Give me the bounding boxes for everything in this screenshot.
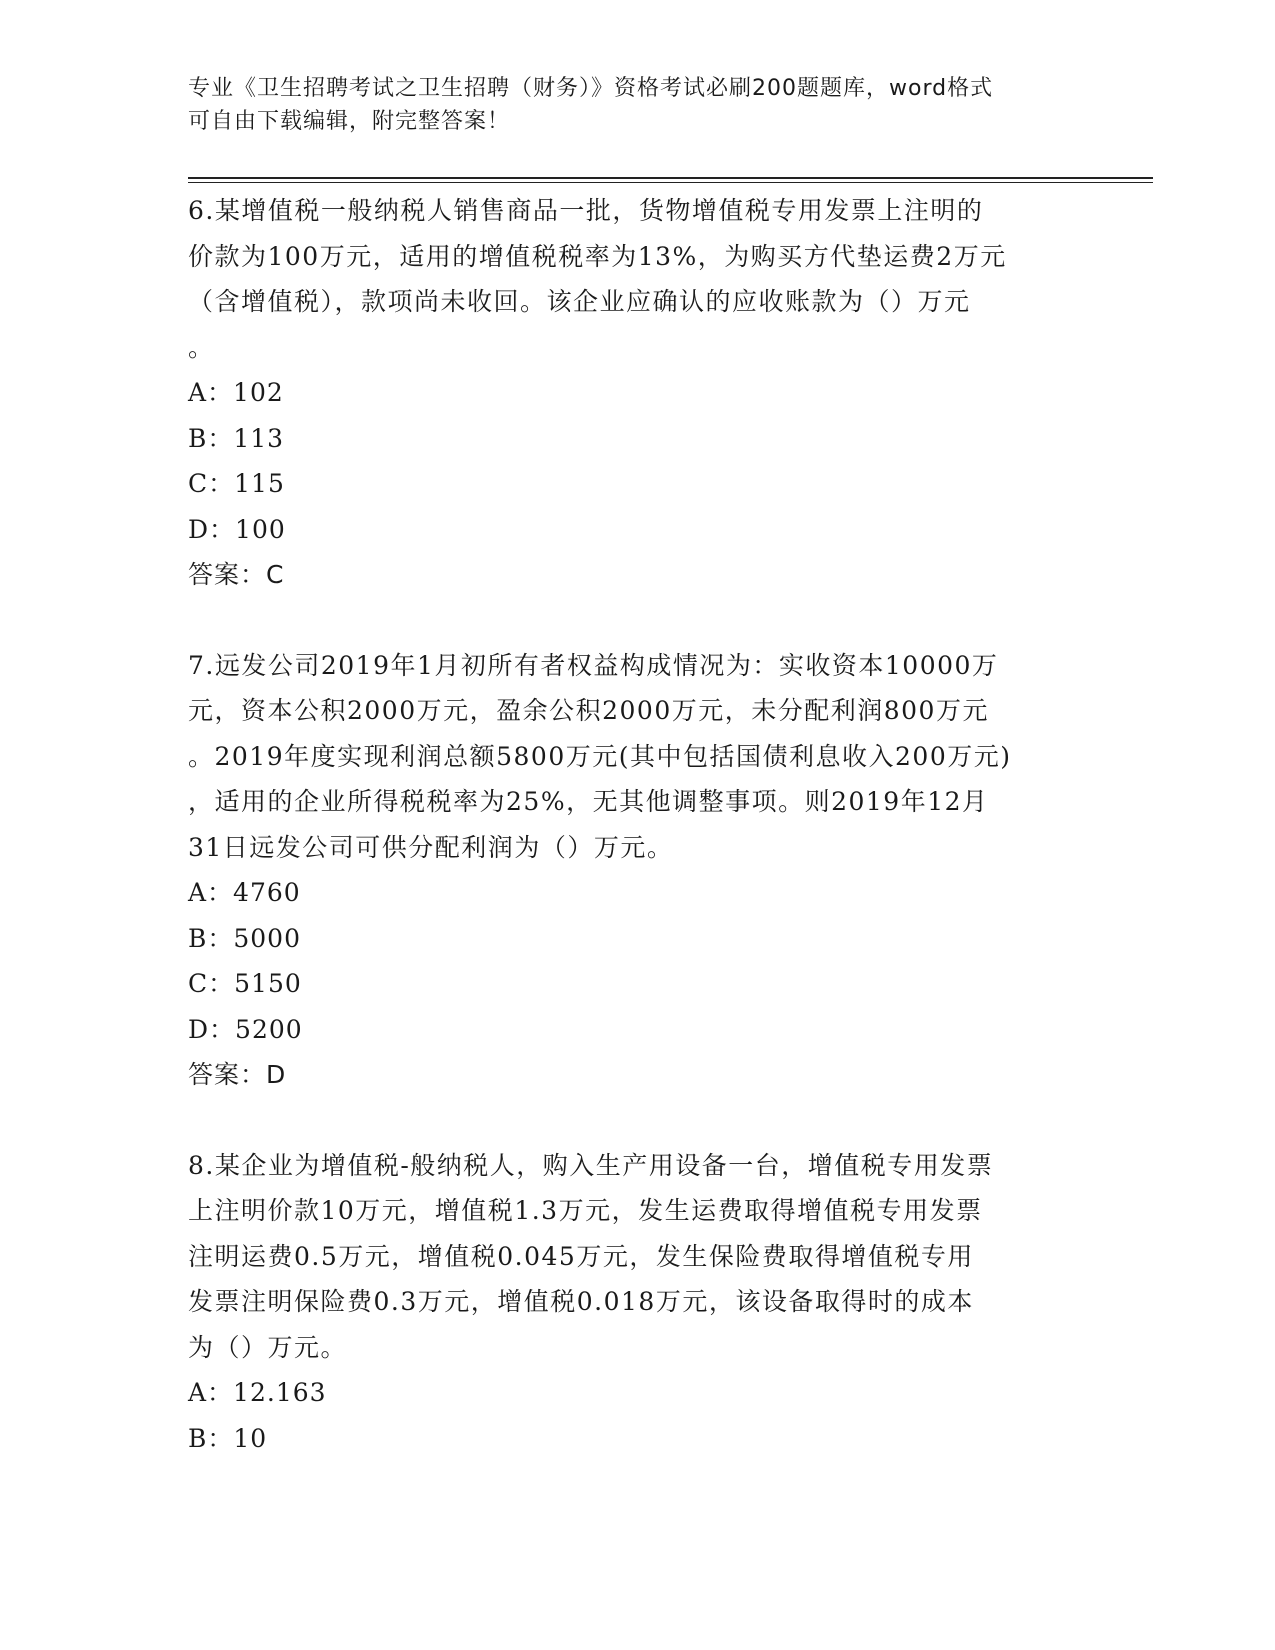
option-c: C：5150 bbox=[188, 969, 302, 998]
document-header bbox=[188, 72, 1068, 138]
question-line: ，适用的企业所得税税率为25%，无其他调整事项。则2019年12月 bbox=[188, 787, 989, 816]
question-line: 发票注明保险费0.3万元，增值税0.018万元，该设备取得时的成本 bbox=[188, 1287, 974, 1316]
option-a: A：4760 bbox=[188, 878, 301, 907]
question-line: 价款为100万元，适用的增值税税率为13%，为购买方代垫运费2万元 bbox=[188, 241, 1007, 271]
option-a: A：12.163 bbox=[188, 1378, 327, 1407]
answer-line: 答案：C bbox=[188, 560, 285, 589]
question-line: 为（）万元。 bbox=[188, 1332, 348, 1362]
option-d: D：100 bbox=[188, 514, 286, 544]
header-divider-thin bbox=[188, 182, 1153, 183]
question-line: （含增值税），款项尚未收回。该企业应确认的应收账款为（）万元 bbox=[188, 287, 971, 316]
question-line: 注明运费0.5万元，增值税0.045万元，发生保险费取得增值税专用 bbox=[188, 1241, 974, 1271]
question-line: 。2019年度实现利润总额5800万元(其中包括国债利息收入200万元) bbox=[188, 741, 1012, 771]
option-b: B：113 bbox=[188, 423, 285, 453]
question-block bbox=[188, 188, 1088, 598]
question-line: 6.某增值税一般纳税人销售商品一批，货物增值税专用发票上注明的 bbox=[188, 196, 984, 225]
header-divider-thick bbox=[188, 177, 1153, 179]
question-line: 。 bbox=[188, 332, 215, 362]
option-c: C：115 bbox=[188, 469, 285, 498]
question-line: 31日远发公司可供分配利润为（）万元。 bbox=[188, 832, 674, 862]
header-line-1: 专业《卫生招聘考试之卫生招聘（财务）》资格考试必刷200题题库，word格式 bbox=[188, 76, 994, 101]
header-line-2: 可自由下载编辑，附完整答案！ bbox=[188, 109, 511, 134]
question-block bbox=[188, 643, 1088, 1098]
question-line: 8.某企业为增值税-般纳税人，购入生产用设备一台，增值税专用发票 bbox=[188, 1150, 994, 1180]
option-d: D：5200 bbox=[188, 1014, 303, 1044]
question-line: 元，资本公积2000万元，盈余公积2000万元，未分配利润800万元 bbox=[188, 696, 989, 725]
option-a: A：102 bbox=[188, 378, 284, 407]
option-b: B：5000 bbox=[188, 923, 301, 953]
option-b: B：10 bbox=[188, 1423, 268, 1453]
question-block bbox=[188, 1143, 1088, 1462]
question-list bbox=[188, 188, 1088, 1461]
question-line: 7.远发公司2019年1月初所有者权益构成情况为：实收资本10000万 bbox=[188, 650, 999, 680]
answer-line: 答案：D bbox=[188, 1060, 287, 1089]
question-line: 上注明价款10万元，增值税1.3万元，发生运费取得增值税专用发票 bbox=[188, 1196, 983, 1225]
